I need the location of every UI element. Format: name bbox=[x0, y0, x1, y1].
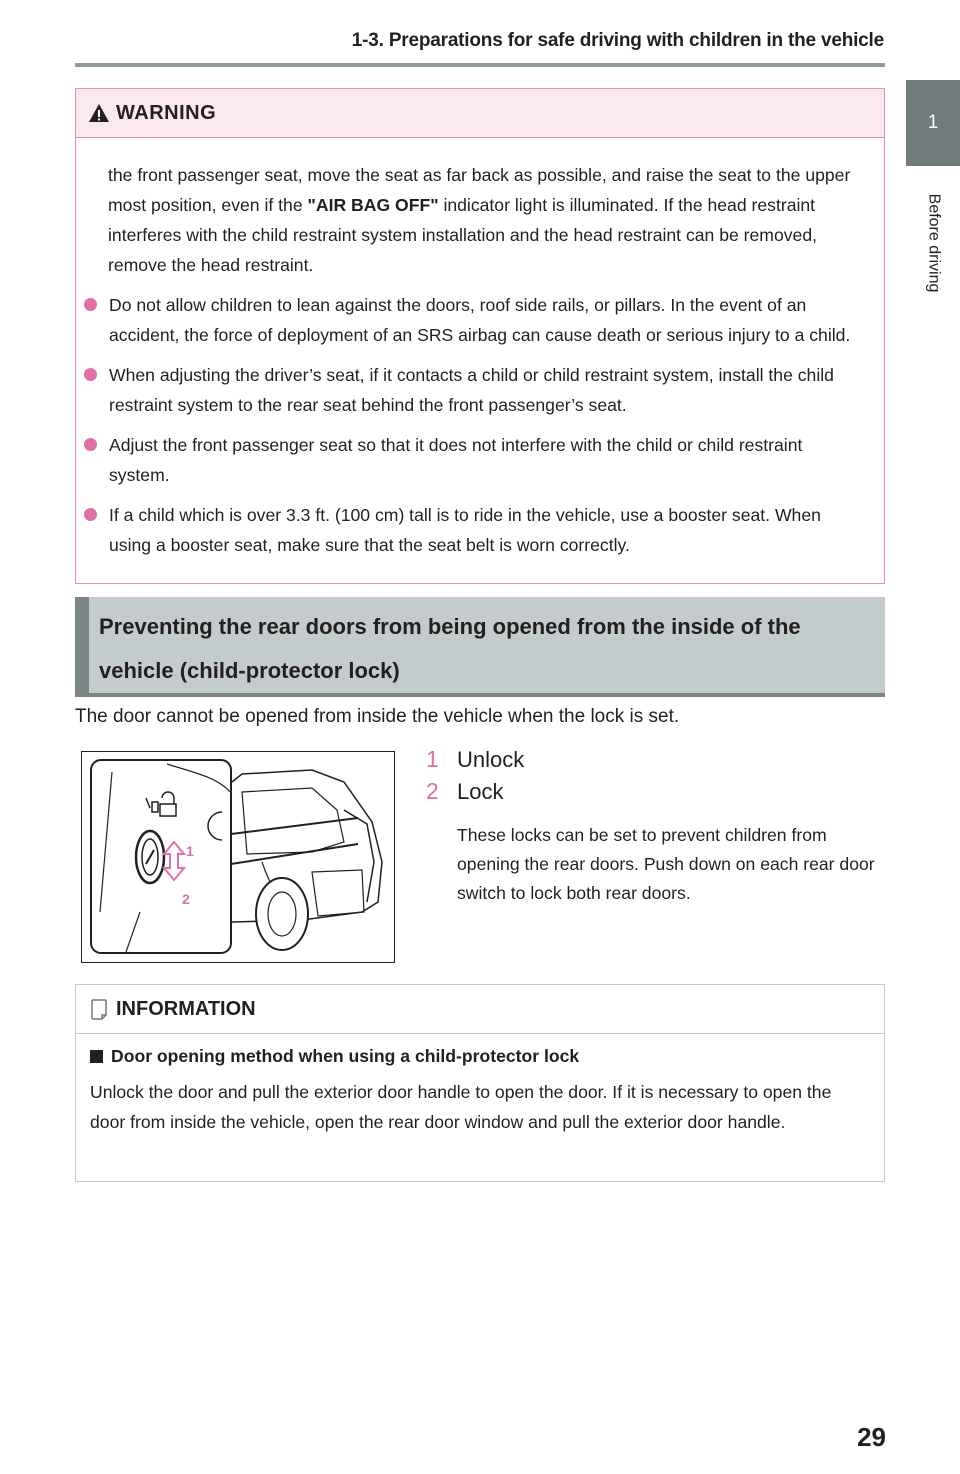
figure-legend bbox=[426, 746, 524, 810]
warning-title: WARNING bbox=[116, 101, 217, 124]
warning-header bbox=[76, 89, 884, 138]
warning-bullet-text: Do not allow children to lean against the doors, roof side rails, or pillars. In the event of an accident, the force of deployment of an SRS airbag can cause death or serious injury to a child. bbox=[109, 295, 851, 345]
legend-item-lock bbox=[426, 778, 524, 810]
information-box bbox=[75, 984, 885, 1182]
chapter-label-wrap bbox=[906, 178, 960, 308]
warning-box bbox=[75, 88, 885, 584]
legend-number: 1 bbox=[426, 746, 439, 772]
warning-bullet bbox=[108, 290, 854, 350]
legend-item-unlock bbox=[426, 746, 524, 778]
bullet-dot-icon bbox=[84, 368, 97, 381]
section-heading: Preventing the rear doors from being opened from the inside of the vehicle (child-protector lock) bbox=[75, 597, 885, 693]
child-lock-drawing bbox=[82, 752, 394, 962]
header-rule bbox=[75, 63, 885, 67]
page-number: 29 bbox=[857, 1422, 886, 1452]
warning-continuation bbox=[108, 160, 854, 280]
square-bullet-icon bbox=[90, 1050, 103, 1063]
information-title: INFORMATION bbox=[116, 997, 256, 1020]
figure-label-lock: 2 bbox=[182, 891, 190, 907]
bullet-dot-icon bbox=[84, 298, 97, 311]
warning-bullet bbox=[108, 430, 854, 490]
information-text: Unlock the door and pull the exterior door handle to open the door. If it is necessary to open the door from inside the vehicle, open the rear door window and pull the exterior door handle. bbox=[90, 1082, 832, 1132]
figure-label-unlock: 1 bbox=[186, 843, 194, 859]
legend-label: Unlock bbox=[457, 747, 525, 772]
bullet-dot-icon bbox=[84, 438, 97, 451]
warning-bullet-text: Adjust the front passenger seat so that it does not interfere with the child or child restraint system. bbox=[109, 435, 803, 485]
warning-bullet bbox=[108, 500, 854, 560]
section-intro: The door cannot be opened from inside the vehicle when the lock is set. bbox=[75, 706, 680, 727]
airbag-indicator-text: "AIR BAG OFF" bbox=[307, 195, 439, 215]
legend-label: Lock bbox=[457, 779, 504, 804]
warning-text-a: the front passenger seat, move the seat as far back as possible, and raise the seat to the upper most position, even if the bbox=[108, 165, 851, 215]
information-subheading-row bbox=[76, 1034, 884, 1067]
warning-body bbox=[76, 138, 884, 560]
chapter-label: Before driving bbox=[925, 193, 942, 293]
note-icon bbox=[90, 998, 108, 1020]
warning-bullet-text: If a child which is over 3.3 ft. (100 cm) tall is to ride in the vehicle, use a booster seat. When using a booster seat, make sure that the seat belt is worn correctly. bbox=[109, 505, 821, 555]
running-header: 1-3. Preparations for safe driving with children in the vehicle bbox=[351, 30, 884, 51]
warning-bullet-text: When adjusting the driver’s seat, if it contacts a child or child restraint system, install the child restraint system to the rear seat behind the front passenger’s seat. bbox=[109, 365, 834, 415]
warning-text-b: indicator light is illuminated. If the head restraint interferes with the child restraint system installation and the head restraint can be removed, remove the head restraint. bbox=[108, 195, 817, 275]
legend-number: 2 bbox=[426, 778, 439, 804]
child-lock-illustration bbox=[81, 751, 395, 963]
chapter-tab bbox=[906, 80, 960, 166]
information-header bbox=[76, 985, 884, 1034]
warning-triangle-icon bbox=[88, 103, 110, 123]
bullet-dot-icon bbox=[84, 508, 97, 521]
chapter-number: 1 bbox=[927, 112, 939, 133]
information-subheading: Door opening method when using a child-protector lock bbox=[111, 1046, 580, 1066]
warning-bullet bbox=[108, 360, 854, 420]
legend-description: These locks can be set to prevent children from opening the rear doors. Push down on each rear door switch to lock both rear doors. bbox=[457, 825, 875, 903]
